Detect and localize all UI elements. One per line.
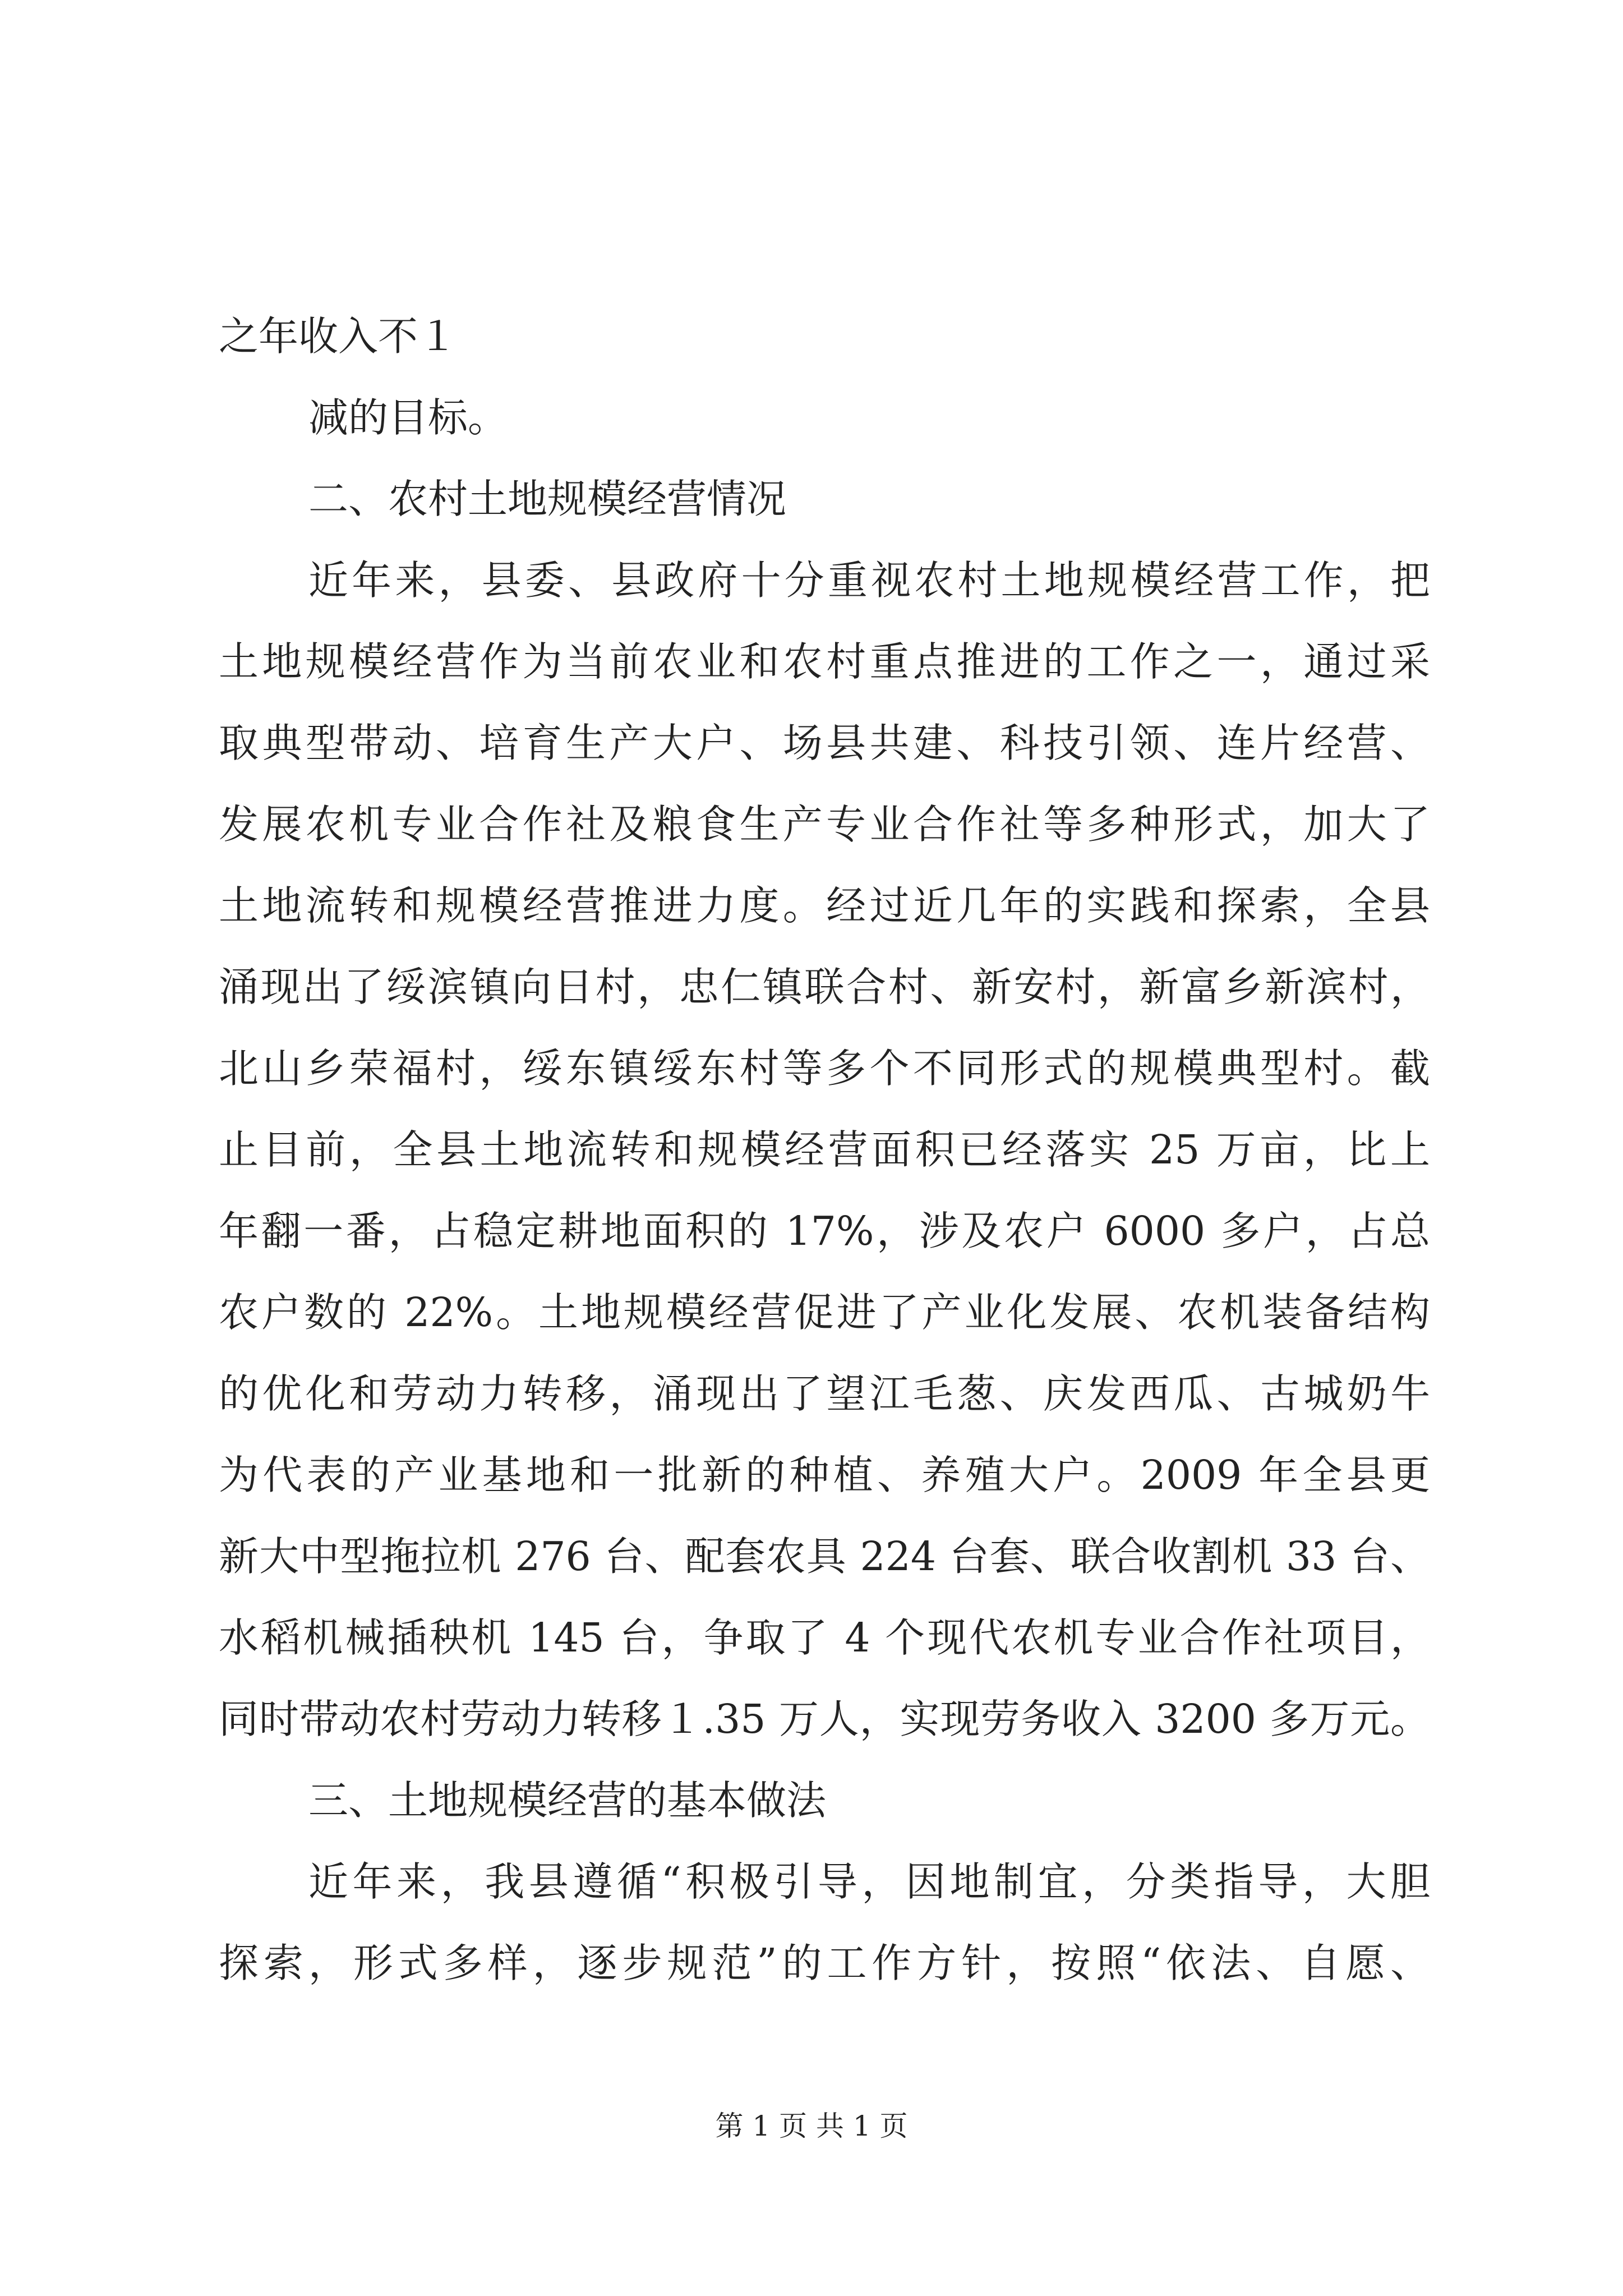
text-line-12: 年翻一番，占稳定耕地面积的 17%，涉及农户 6000 多户，占总: [219, 1208, 1430, 1254]
text-line-5: 土地规模经营作为当前农业和农村重点推进的工作之一，通过采: [219, 638, 1430, 685]
text-line-18: 同时带动农村劳动力转移１.35 万人，实现劳务收入 3200 多万元。: [219, 1696, 1430, 1742]
text-line-7: 发展农机专业合作社及粮食生产专业合作社等多种形式，加大了: [219, 801, 1430, 848]
text-line-15: 为代表的产业基地和一批新的种植、养殖大户。2009 年全县更: [219, 1452, 1430, 1498]
text-line-21: 探索，形式多样，逐步规范”的工作方针，按照“依法、自愿、: [219, 1940, 1430, 1986]
text-line-6: 取典型带动、培育生产大户、场县共建、科技引领、连片经营、: [219, 720, 1430, 766]
text-line-9: 涌现出了绥滨镇向日村，忠仁镇联合村、新安村，新富乡新滨村，: [219, 964, 1430, 1010]
section-heading-3: 三、土地规模经营的基本做法: [308, 1777, 827, 1824]
text-line-20: 近年来，我县遵循“积极引导，因地制宜，分类指导，大胆: [308, 1858, 1430, 1905]
text-line-17: 水稻机械插秧机 145 台，争取了 4 个现代农机专业合作社项目，: [219, 1614, 1430, 1661]
page-footer: 第 1 页 共 1 页: [715, 2110, 908, 2142]
text-line-1: 之年收入不１: [219, 313, 458, 360]
text-line-14: 的优化和劳动力转移，涌现出了望江毛葱、庆发西瓜、古城奶牛: [219, 1370, 1430, 1417]
text-line-8: 土地流转和规模经营推进力度。经过近几年的实践和探索，全县: [219, 882, 1430, 929]
text-line-13: 农户数的 22%。土地规模经营促进了产业化发展、农机装备结构: [219, 1289, 1430, 1336]
text-line-11: 止目前，全县土地流转和规模经营面积已经落实 25 万亩，比上: [219, 1126, 1430, 1173]
text-line-10: 北山乡荣福村，绥东镇绥东村等多个不同形式的规模典型村。截: [219, 1045, 1430, 1092]
text-line-2: 减的目标。: [308, 394, 508, 441]
text-line-4: 近年来，县委、县政府十分重视农村土地规模经营工作，把: [308, 557, 1430, 604]
section-heading-2: 二、农村土地规模经营情况: [308, 476, 787, 522]
text-line-16: 新大中型拖拉机 276 台、配套农具 224 台套、联合收割机 33 台、: [219, 1533, 1430, 1580]
